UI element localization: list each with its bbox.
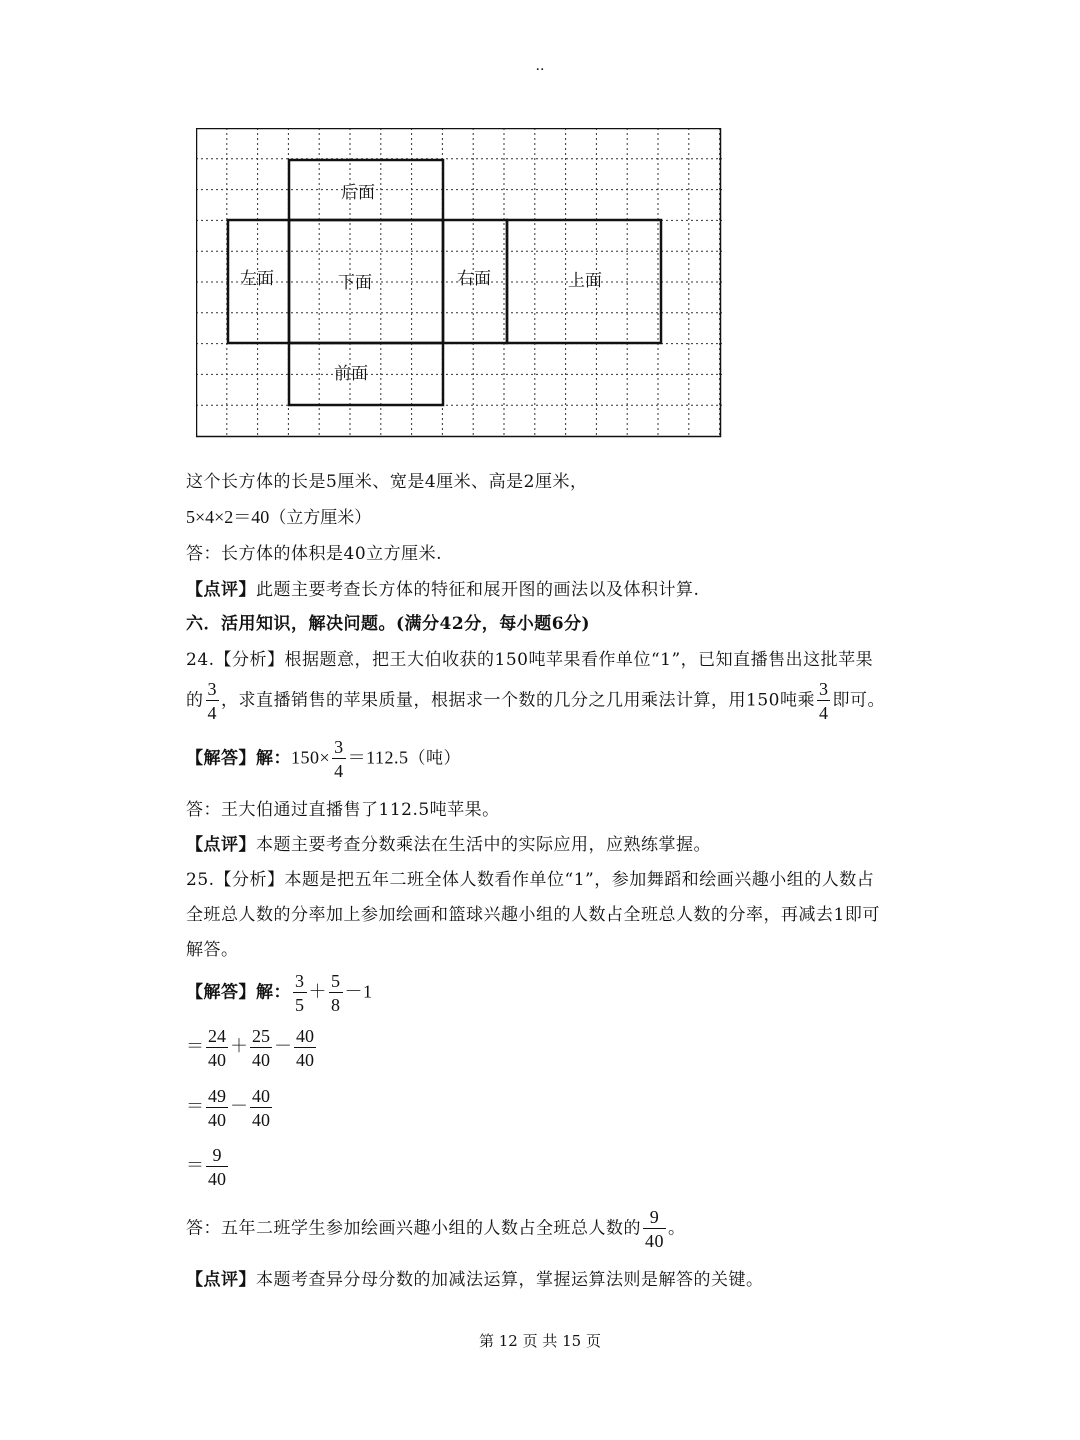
denominator: 8 (331, 995, 341, 1015)
q25-step2 (186, 1027, 318, 1069)
denominator: 40 (645, 1231, 664, 1251)
q24-text-c: 即可。 (832, 690, 885, 711)
label-left: 左面 (240, 269, 274, 289)
denominator: 40 (208, 1050, 226, 1070)
operator: ＋ (308, 981, 327, 1002)
q25-analysis-line1: 25.【分析】本题是把五年二班全体人数看作单位“1”，参加舞蹈和绘画兴趣小组的人数占 (186, 870, 875, 890)
fraction (294, 1027, 316, 1069)
fraction-denominator: 4 (207, 703, 217, 723)
numerator: 25 (252, 1026, 270, 1046)
section-heading: 六．活用知识，解决问题。(满分42分，每小题6分) (186, 614, 591, 634)
equals: ＝ (186, 1096, 204, 1117)
fraction (206, 1087, 228, 1129)
solve-expr-b: ＝112.5 (347, 747, 409, 768)
q25-analysis-line2: 全班总人数的分率加上参加绘画和篮球兴趣小组的人数占全班总人数的分率，再减去1即可 (186, 905, 880, 925)
operator: － (274, 1036, 292, 1057)
fraction (206, 1027, 228, 1069)
q24-analysis-line2 (186, 680, 885, 722)
fraction-three-quarters (206, 680, 220, 722)
equals: ＝ (186, 1155, 204, 1176)
numerator: 5 (331, 971, 341, 991)
label-back: 后面 (341, 183, 375, 203)
operator-rest: －1 (344, 981, 373, 1002)
q25-answer (186, 1208, 686, 1250)
q24-text-b: ，求直播销售的苹果质量，根据求一个数的几分之几用乘法计算，用150吨乘 (221, 690, 815, 711)
volume-unit: （立方厘米） (269, 508, 372, 528)
q25-step3 (186, 1087, 274, 1129)
fraction-three-quarters-2 (817, 680, 831, 722)
fraction-denominator: 4 (818, 703, 829, 723)
fraction (250, 1027, 272, 1069)
denominator: 5 (295, 995, 305, 1015)
volume-answer: 答：长方体的体积是40立方厘米. (186, 544, 443, 564)
label-bottom: 下面 (338, 273, 372, 293)
comment-tag: 【点评】 (186, 1270, 256, 1290)
label-top: 上面 (568, 271, 602, 291)
q24-comment (186, 830, 711, 855)
answer-end: 。 (668, 1218, 686, 1239)
q24-text-a: 的 (186, 690, 204, 711)
numerator: 9 (206, 1146, 228, 1167)
denominator: 40 (252, 1050, 270, 1070)
answer-text: 答：五年二班学生参加绘画兴趣小组的人数占全班总人数的 (186, 1218, 641, 1239)
numerator: 49 (208, 1086, 226, 1106)
comment-tag: 【点评】 (186, 835, 256, 855)
operator: ＋ (230, 1036, 248, 1057)
fraction (206, 1146, 228, 1188)
equals: ＝ (186, 1036, 204, 1057)
q25-analysis-line3: 解答。 (186, 940, 239, 960)
q24-answer: 答：王大伯通过直播售了112.5吨苹果。 (186, 800, 500, 820)
fraction-numerator: 3 (334, 737, 344, 757)
volume-calculation (186, 503, 371, 529)
page-footer: 第 12 页 共 15 页 (478, 1332, 601, 1350)
denominator: 40 (296, 1050, 314, 1070)
volume-formula: 5×4×2＝40 (186, 507, 270, 527)
comment-text: 本题考查异分母分数的加减法运算，掌握运算法则是解答的关键。 (256, 1270, 764, 1290)
comment-tag: 【点评】 (186, 580, 256, 600)
denominator: 40 (208, 1110, 226, 1130)
denominator: 40 (252, 1110, 270, 1130)
fraction-denominator: 4 (334, 761, 344, 781)
label-front: 前面 (334, 364, 368, 384)
numerator: 9 (643, 1208, 666, 1229)
dimensions-text: 这个长方体的长是5厘米、宽是4厘米、高是2厘米， (186, 472, 588, 492)
comment-1 (186, 575, 699, 600)
numerator: 24 (208, 1026, 226, 1046)
fraction-three-quarters-3 (332, 738, 346, 780)
q25-step4 (186, 1146, 230, 1188)
fraction (293, 972, 307, 1014)
fraction (329, 972, 343, 1014)
q25-step1 (186, 972, 373, 1014)
numerator: 3 (295, 971, 305, 991)
denominator: 40 (208, 1169, 226, 1189)
cuboid-net-diagram (196, 128, 722, 438)
comment-text: 本题主要考查分数乘法在生活中的实际应用，应熟练掌握。 (256, 835, 711, 855)
numerator: 40 (252, 1086, 270, 1106)
q25-comment (186, 1265, 764, 1290)
comment-text: 此题主要考查长方体的特征和展开图的画法以及体积计算. (256, 580, 700, 600)
q24-analysis-line1: 24.【分析】根据题意，把王大伯收获的150吨苹果看作单位“1”，已知直播售出这批苹果 (186, 650, 874, 670)
numerator: 40 (296, 1026, 314, 1046)
fraction-numerator: 3 (818, 679, 829, 699)
solve-expr-a: 150× (291, 747, 331, 768)
solve-tag: 【解答】解： (186, 982, 291, 1003)
operator: － (230, 1096, 248, 1117)
fraction-numerator: 3 (207, 679, 217, 699)
q24-solution (186, 738, 461, 780)
header-dots: .. (535, 58, 545, 74)
fraction (250, 1087, 272, 1129)
label-right: 右面 (457, 269, 491, 289)
solve-unit: （吨） (408, 748, 461, 769)
answer-fraction (643, 1208, 666, 1250)
solve-tag: 【解答】解： (186, 748, 291, 769)
